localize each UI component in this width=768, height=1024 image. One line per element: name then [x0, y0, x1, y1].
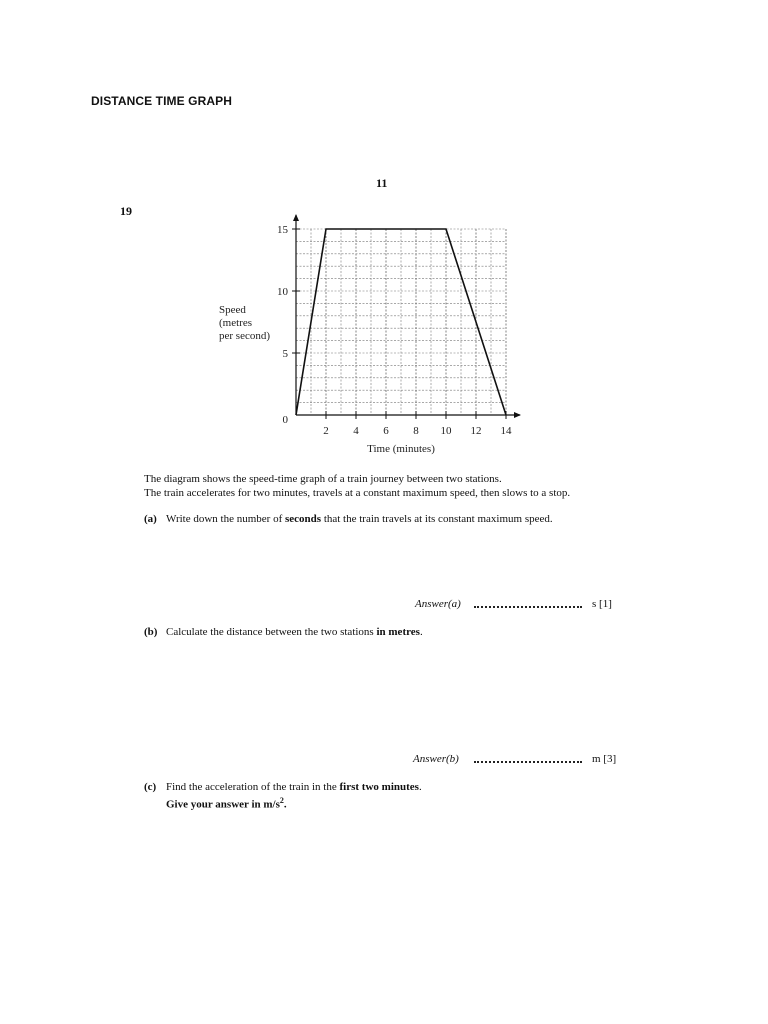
origin-label: 0 — [282, 414, 288, 426]
question-number: 19 — [120, 204, 132, 218]
x-tick-label: 4 — [353, 425, 359, 437]
intro-paragraph — [144, 472, 570, 500]
x-axis-label: Time (minutes) — [367, 443, 435, 455]
answer-b-field[interactable] — [474, 755, 582, 763]
y-tick-label: 5 — [282, 348, 288, 360]
x-tick-label: 2 — [323, 425, 329, 437]
x-tick-label: 8 — [413, 425, 419, 437]
page-heading: DISTANCE TIME GRAPH — [91, 94, 233, 108]
question-c-text-1: Find the acceleration of the train in the — [166, 781, 340, 793]
y-axis-label-line-2: (metres — [219, 317, 252, 329]
x-tick-label: 14 — [500, 425, 512, 437]
question-a-bold: seconds — [285, 513, 322, 525]
grid-lines — [296, 229, 506, 415]
y-axis-arrow — [293, 214, 299, 221]
x-axis-arrow — [514, 412, 521, 418]
question-b-bold: in metres — [376, 626, 420, 638]
question-c-label: (c) — [144, 781, 157, 793]
y-axis-label-line-1: Speed — [219, 304, 246, 316]
intro-line-2: The train accelerates for two minutes, travels at a constant maximum speed, then slows to a stop. — [144, 487, 571, 499]
question-c-line2-end: . — [283, 798, 287, 811]
question-a — [144, 513, 553, 525]
answer-a-label: Answer(a) — [415, 598, 461, 610]
y-tick-label: 10 — [277, 286, 288, 298]
x-tick-label: 6 — [383, 425, 389, 437]
answer-b-unit: m [3] — [592, 753, 617, 765]
answer-a-unit: s [1] — [592, 598, 612, 610]
question-c-text-2: . — [418, 781, 422, 793]
question-b-label: (b) — [144, 626, 158, 638]
question-a-text-2: that the train travels at its constant maximum speed. — [321, 513, 553, 525]
tick-labels — [277, 224, 512, 437]
y-axis-label-line-3: per second) — [219, 330, 271, 342]
intro-line-1: The diagram shows the speed-time graph of a train journey between two stations. — [144, 473, 502, 485]
question-c-bold: first two minutes — [339, 781, 419, 793]
answer-a-row — [0, 598, 768, 614]
question-c-line2: Give your answer in m/s — [166, 798, 280, 811]
answer-b-row — [0, 753, 768, 769]
question-b — [144, 626, 423, 638]
x-tick-label: 12 — [470, 425, 482, 437]
question-c — [144, 780, 422, 812]
y-tick-label: 15 — [277, 224, 288, 236]
question-a-text-1: Write down the number of — [166, 513, 285, 525]
question-a-label: (a) — [144, 513, 157, 525]
answer-a-field[interactable] — [474, 600, 582, 608]
question-c-sup: 2 — [279, 796, 284, 805]
page-number: 11 — [376, 176, 388, 190]
question-b-text-2: . — [419, 626, 423, 638]
speed-time-graph — [200, 205, 540, 455]
question-b-text-1: Calculate the distance between the two stations — [166, 626, 377, 638]
answer-b-label: Answer(b) — [413, 753, 459, 765]
x-tick-label: 10 — [440, 425, 452, 437]
